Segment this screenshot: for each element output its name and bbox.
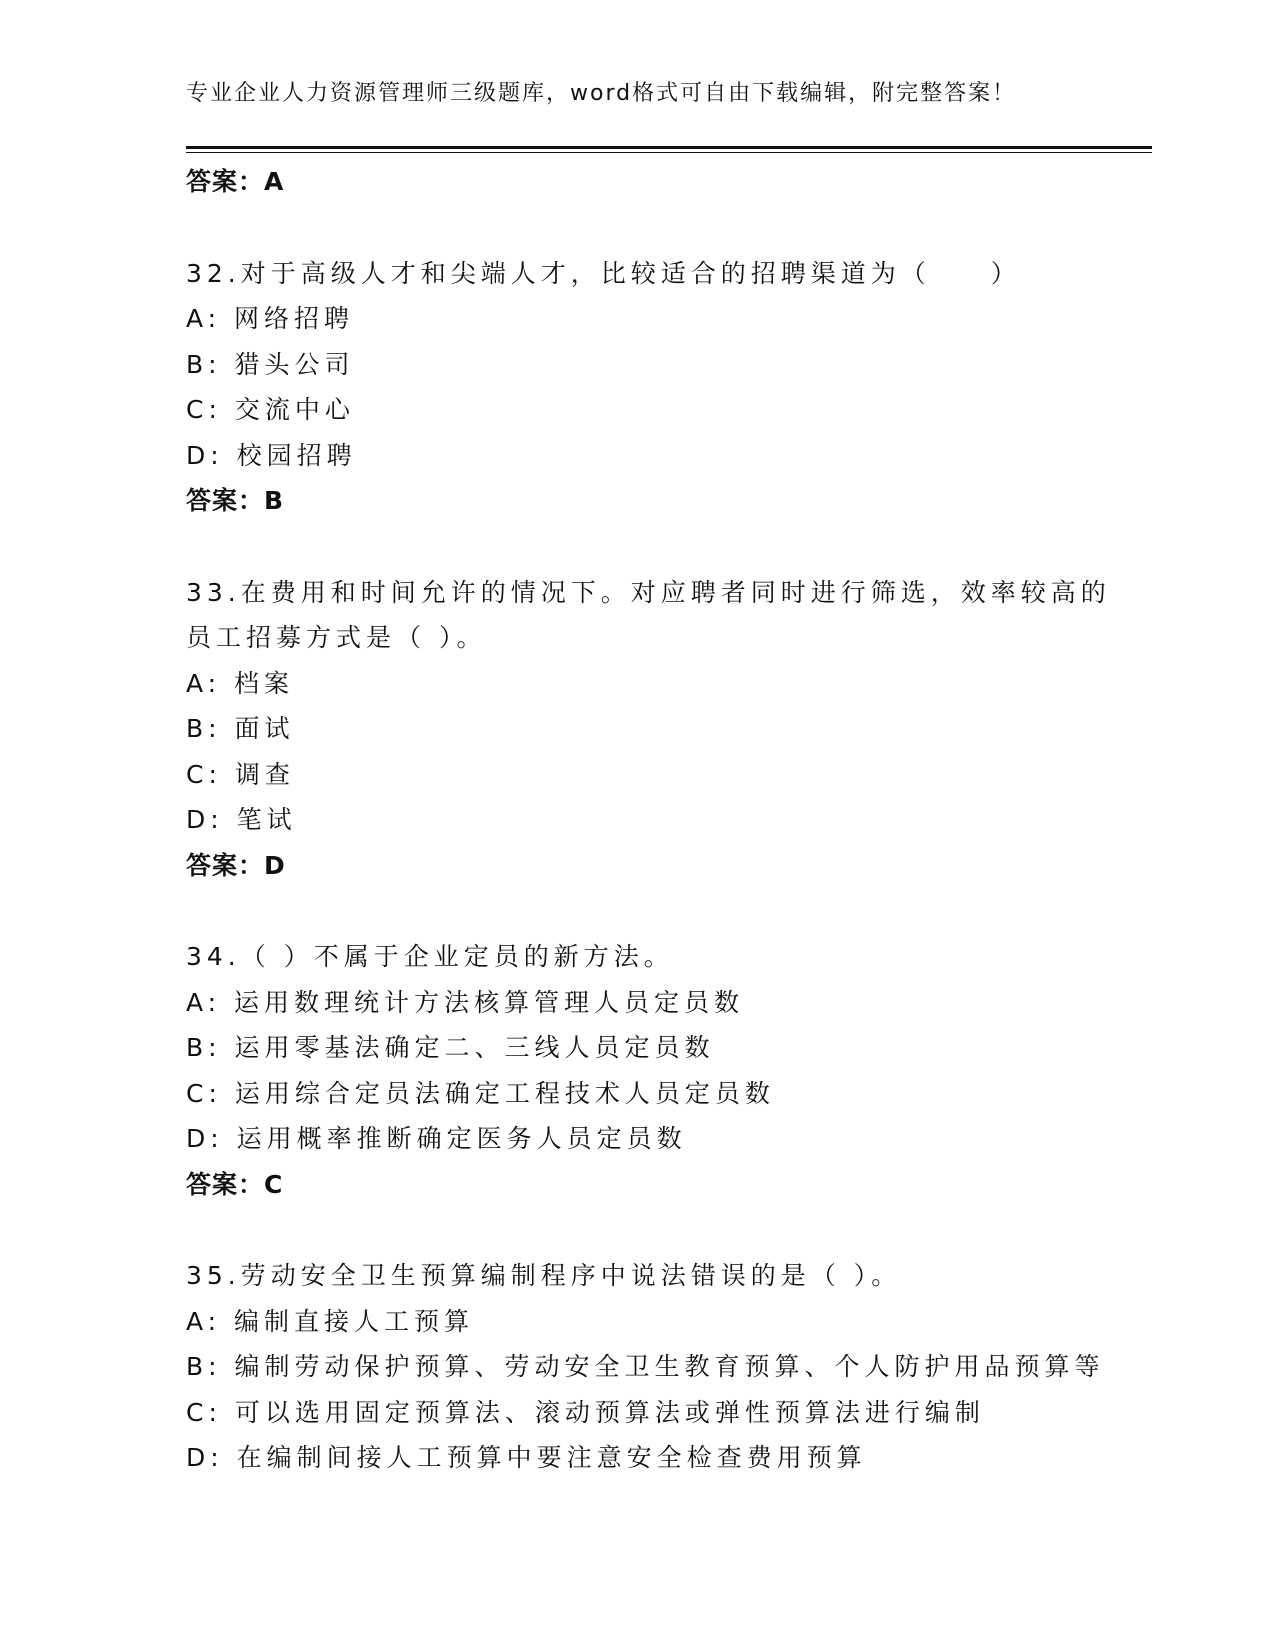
option-b: B: 面试 <box>186 714 295 743</box>
option-c: C: 调查 <box>186 759 295 789</box>
answer-line: 答案：C <box>186 1169 284 1199</box>
option-a: A: 网络招聘 <box>186 304 355 333</box>
header-rule-thick <box>186 146 1152 149</box>
question-stem: 34.（ ）不属于企业定员的新方法。 <box>186 942 674 971</box>
page-header: 专业企业人力资源管理师三级题库，word格式可自由下载编辑，附完整答案！ <box>186 81 1017 106</box>
option-c: C: 交流中心 <box>186 395 355 424</box>
spacer <box>186 524 1106 570</box>
option-b: B: 运用零基法确定二、三线人员定员数 <box>186 1033 715 1062</box>
option-d: D: 校园招聘 <box>186 440 357 470</box>
answer-line: 答案：B <box>186 486 285 515</box>
option-a: A: 运用数理统计方法核算管理人员定员数 <box>186 987 745 1017</box>
option-a: A: 档案 <box>186 668 295 698</box>
option-a: A: 编制直接人工预算 <box>186 1306 475 1336</box>
option-b: B: 编制劳动保护预算、劳动安全卫生教育预算、个人防护用品预算等 <box>186 1352 1105 1381</box>
question-stem-continued: 员工招募方式是（ ）。 <box>186 623 487 652</box>
question-stem: 32.对于高级人才和尖端人才，比较适合的招聘渠道为（ ） <box>186 258 1021 288</box>
spacer <box>186 205 1106 251</box>
document-body <box>186 159 1111 1481</box>
option-d: D: 在编制间接人工预算中要注意安全检查费用预算 <box>186 1443 867 1472</box>
header-rule-thin <box>186 152 1152 153</box>
question-35 <box>186 1253 1106 1481</box>
spacer <box>186 888 1106 934</box>
spacer <box>186 1207 1106 1253</box>
option-d: D: 笔试 <box>186 805 297 834</box>
option-c: C: 可以选用固定预算法、滚动预算法或弹性预算法进行编制 <box>186 1397 985 1427</box>
question-stem: 33.在费用和时间允许的情况下。对应聘者同时进行筛选，效率较高的 <box>186 577 1111 607</box>
question-34 <box>186 934 1106 1207</box>
answer-line: 答案：D <box>186 850 286 880</box>
question-stem: 35.劳动安全卫生预算编制程序中说法错误的是（ ）。 <box>186 1261 902 1290</box>
option-b: B: 猎头公司 <box>186 349 355 379</box>
option-c: C: 运用综合定员法确定工程技术人员定员数 <box>186 1078 775 1108</box>
option-d: D: 运用概率推断确定医务人员定员数 <box>186 1124 687 1153</box>
answer-line: 答案：A <box>186 167 285 196</box>
question-33 <box>186 570 1111 889</box>
question-32 <box>186 251 1106 524</box>
